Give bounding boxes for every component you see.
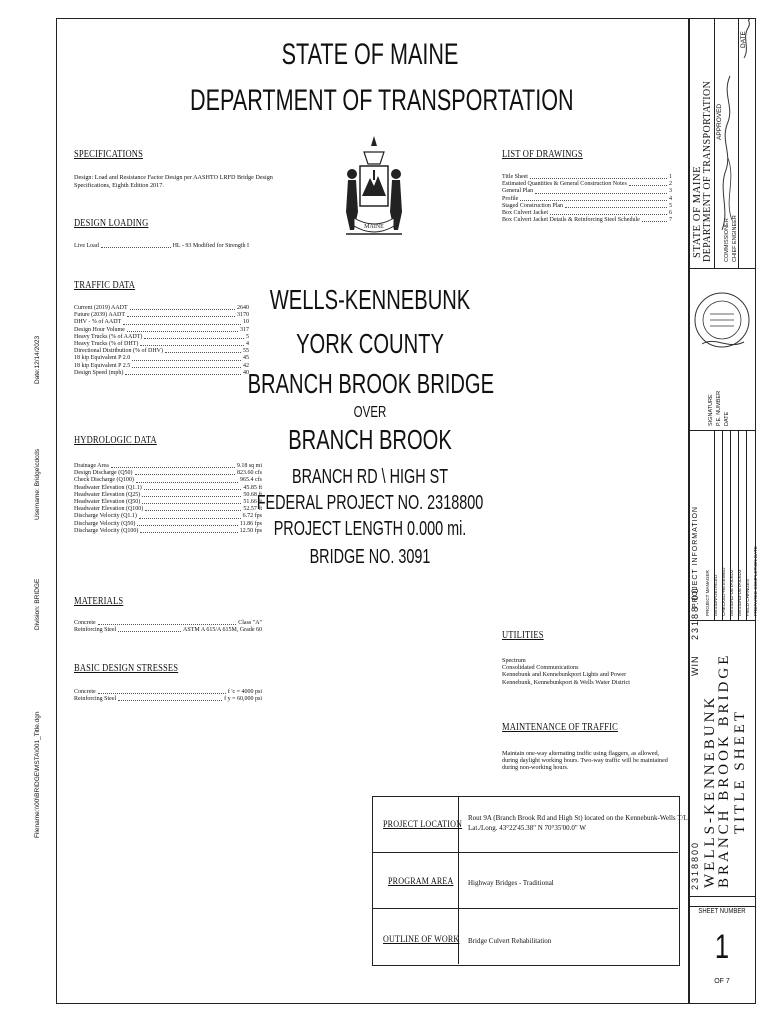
list-item: Headwater Elevation (Q1.1) 45.85 ft	[74, 484, 262, 491]
info-row: CHECKED-REVIEWED	[721, 567, 726, 616]
list-item: Staged Construction Plan 5	[502, 202, 672, 209]
maintenance-text	[502, 750, 668, 772]
title-sheet-town: WELLS-KENNEBUNK	[702, 694, 718, 888]
bridge-number: BRIDGE NO. 3091	[309, 546, 431, 568]
info-row: FIELD CHANGES	[745, 578, 750, 616]
chief-engineer-label: CHIEF ENGINEER	[732, 215, 738, 262]
commissioner-label: COMMISSIONER	[724, 218, 730, 262]
stamp-date-label: DATE	[724, 411, 730, 426]
list-item: Concrete Class "A"	[74, 620, 262, 626]
list-item: Discharge Velocity (Q50) 11.86 fps	[74, 520, 262, 527]
specifications-line-1: Design: Load and Resistance Factor Design per AASHTO LRFD Bridge Design	[74, 174, 273, 181]
list-item: Kennebunk, Kennebunkport & Wells Water District	[502, 678, 630, 686]
win-label: WIN	[690, 655, 700, 676]
sheet-number: 1	[714, 928, 730, 966]
maintenance-heading: MAINTENANCE OF TRAFFIC	[502, 722, 618, 733]
list-item: Box Culvert Jacket Details & Reinforcing Steel Schedule 7	[502, 217, 672, 224]
list-item: Discharge Velocity (Q100) 12.50 fps	[74, 527, 262, 534]
list-item: Spectrum	[502, 657, 526, 664]
utilities-list	[502, 657, 630, 686]
list-item: Heavy Trucks (% of AADT) 5	[74, 333, 249, 340]
project-county: YORK COUNTY	[296, 328, 444, 359]
list-item: Design Hour Volume 317	[74, 326, 249, 333]
state-seal-icon	[338, 134, 410, 246]
division-label: Division: BRIDGE	[34, 578, 41, 630]
title-block-divider	[688, 896, 756, 897]
list-item: Concrete f 'c = 4000 psi	[74, 689, 262, 695]
list-item: Reinforcing Steel f y = 60,000 psi	[74, 696, 262, 703]
professional-engineer-stamp-icon	[692, 284, 752, 358]
list-item: General Plan 3	[502, 188, 672, 195]
list-item: Live Load HL - 93 Modified for Strength I	[74, 243, 249, 249]
project-location-line-1: Rout 9A (Branch Brook Rd and High St) located on the Kennebunk-Wells T/L.	[468, 814, 690, 822]
title-sheet-name: TITLE SHEET	[732, 708, 748, 834]
seal-banner: MAINE	[364, 224, 384, 230]
list-item: Drainage Area 9.18 sq mi	[74, 463, 262, 469]
title-sheet-bridge: BRANCH BROOK BRIDGE	[716, 652, 732, 888]
title-block-agency-2: DEPARTMENT OF TRANSPORTATION	[702, 80, 713, 262]
project-number: 2318800	[690, 840, 700, 890]
list-item: Directional Distribution (% of DHV) 55	[74, 348, 249, 355]
table-divider	[372, 852, 678, 853]
title-block-agency-1: STATE OF MAINE	[692, 165, 703, 258]
info-row: DESIGN3-DETAILED3	[737, 569, 742, 616]
list-item: Reinforcing Steel ASTM A 615/A 615M, Grade 60	[74, 627, 262, 634]
project-bridge-name: BRANCH BROOK BRIDGE	[247, 368, 495, 399]
drawings-heading: LIST OF DRAWINGS	[502, 149, 583, 160]
list-item: Headwater Elevation (Q50) 51.66 ft	[74, 499, 262, 506]
list-item: Estimated Quantities & General Construction Notes 2	[502, 181, 672, 188]
materials-heading: MATERIALS	[74, 596, 124, 607]
design-stresses-list	[74, 689, 262, 703]
list-item: during daylight working hours. Two-way traffic will be maintained	[502, 757, 668, 765]
project-length: PROJECT LENGTH 0.000 mi.	[273, 518, 467, 540]
list-item: Profile 4	[502, 195, 672, 202]
list-item: Title Sheet 1	[502, 174, 672, 180]
traffic-data-list	[74, 305, 249, 377]
title-block-divider	[738, 18, 739, 268]
specifications-heading: SPECIFICATIONS	[74, 149, 143, 160]
list-item: Heavy Trucks (% of DHT) 4	[74, 341, 249, 348]
design-loading-heading: DESIGN LOADING	[74, 218, 149, 229]
list-item: Kennebunk and Kennebunkport Lights and Power	[502, 671, 627, 679]
filename-label: Filename:\\00\BRIDGE\MSTA\001_Title.dgn	[34, 711, 41, 838]
list-item: DHV - % of AADT 10	[74, 319, 249, 326]
hydrologic-data-heading: HYDROLOGIC DATA	[74, 435, 157, 446]
project-location-label: PROJECT LOCATION	[383, 820, 463, 830]
info-row: DESIGN-DETAILED	[713, 574, 718, 616]
sheet-number-label: SHEET NUMBER	[698, 908, 746, 915]
hydrologic-data-list	[74, 463, 262, 535]
project-road: BRANCH RD \ HIGH ST	[291, 466, 449, 488]
project-information-label: PROJECT INFORMATION	[692, 506, 699, 608]
date-label: Date:12/14/2023	[34, 335, 41, 384]
department-heading: DEPARTMENT OF TRANSPORTATION	[190, 84, 574, 117]
list-item: Future (2039) AADT 3170	[74, 312, 249, 319]
info-row: PREPARED COMPLETION DATE	[753, 546, 758, 616]
outline-of-work-value: Bridge Culvert Rehabilitation	[468, 937, 552, 945]
list-item: during non-working hours.	[502, 764, 569, 772]
list-item: Check Discharge (Q100) 965.4 cfs	[74, 477, 262, 484]
pe-number-label: P.E. NUMBER	[716, 390, 722, 426]
drawings-list	[502, 174, 672, 224]
list-item: 18 kip Equivalent P 2.5 42	[74, 362, 249, 369]
title-block-divider	[688, 906, 756, 907]
approval-date-label: DATE	[740, 31, 747, 48]
list-item: Maintain one-way alternating traffic using flaggers, as allowed,	[502, 750, 660, 757]
project-stream: BRANCH BROOK	[288, 424, 452, 455]
title-block-divider	[688, 268, 756, 269]
design-loading-list	[74, 243, 249, 250]
list-item: Current (2019) AADT 2640	[74, 305, 249, 311]
table-divider	[372, 908, 678, 909]
project-town: WELLS-KENNEBUNK	[269, 284, 471, 315]
list-item: Headwater Elevation (Q100) 52.57 ft	[74, 506, 262, 513]
list-item: Discharge Velocity (Q1.1) 6.72 fps	[74, 513, 262, 520]
signature-mark	[716, 60, 738, 240]
approved-label: APPROVED	[716, 103, 723, 140]
info-row: PROJECT MANAGER	[705, 570, 710, 616]
list-item: Headwater Elevation (Q25) 50.68 ft	[74, 491, 262, 498]
specifications-line-2: Specifications, Eighth Edition 2017.	[74, 182, 164, 189]
signature-label: SIGNATURE	[708, 394, 714, 426]
list-item: Consolidated Communications	[502, 664, 579, 672]
traffic-data-heading: TRAFFIC DATA	[74, 280, 136, 291]
signature-mark	[740, 18, 754, 60]
sheet-total: OF 7	[714, 978, 730, 985]
list-item: Design Speed (mph) 40	[74, 369, 249, 376]
program-area-value: Highway Bridges - Traditional	[468, 879, 554, 887]
list-item: Box Culvert Jacket 6	[502, 210, 672, 217]
win-number: 23188.00	[690, 586, 700, 640]
username-label: Username: Bridge\cdcds	[34, 448, 41, 520]
info-row: DESIGN2-DETAILED2	[729, 569, 734, 616]
state-heading: STATE OF MAINE	[281, 38, 459, 71]
federal-project-number: FEDERAL PROJECT NO. 2318800	[256, 492, 484, 514]
program-area-label: PROGRAM AREA	[388, 877, 454, 887]
project-over: OVER	[353, 404, 387, 421]
list-item: Design Discharge (Q50) 823.60 cfs	[74, 470, 262, 477]
design-stresses-heading: BASIC DESIGN STRESSES	[74, 663, 179, 674]
title-block-divider	[714, 18, 715, 268]
list-item: 18 kip Equivalent P 2.0 45	[74, 355, 249, 362]
outline-of-work-label: OUTLINE OF WORK	[383, 935, 460, 945]
project-location-line-2: Lat./Long. 43°22'45.38" N 70°35'00.0" W	[468, 824, 586, 832]
utilities-heading: UTILITIES	[502, 630, 544, 641]
materials-list	[74, 620, 262, 634]
